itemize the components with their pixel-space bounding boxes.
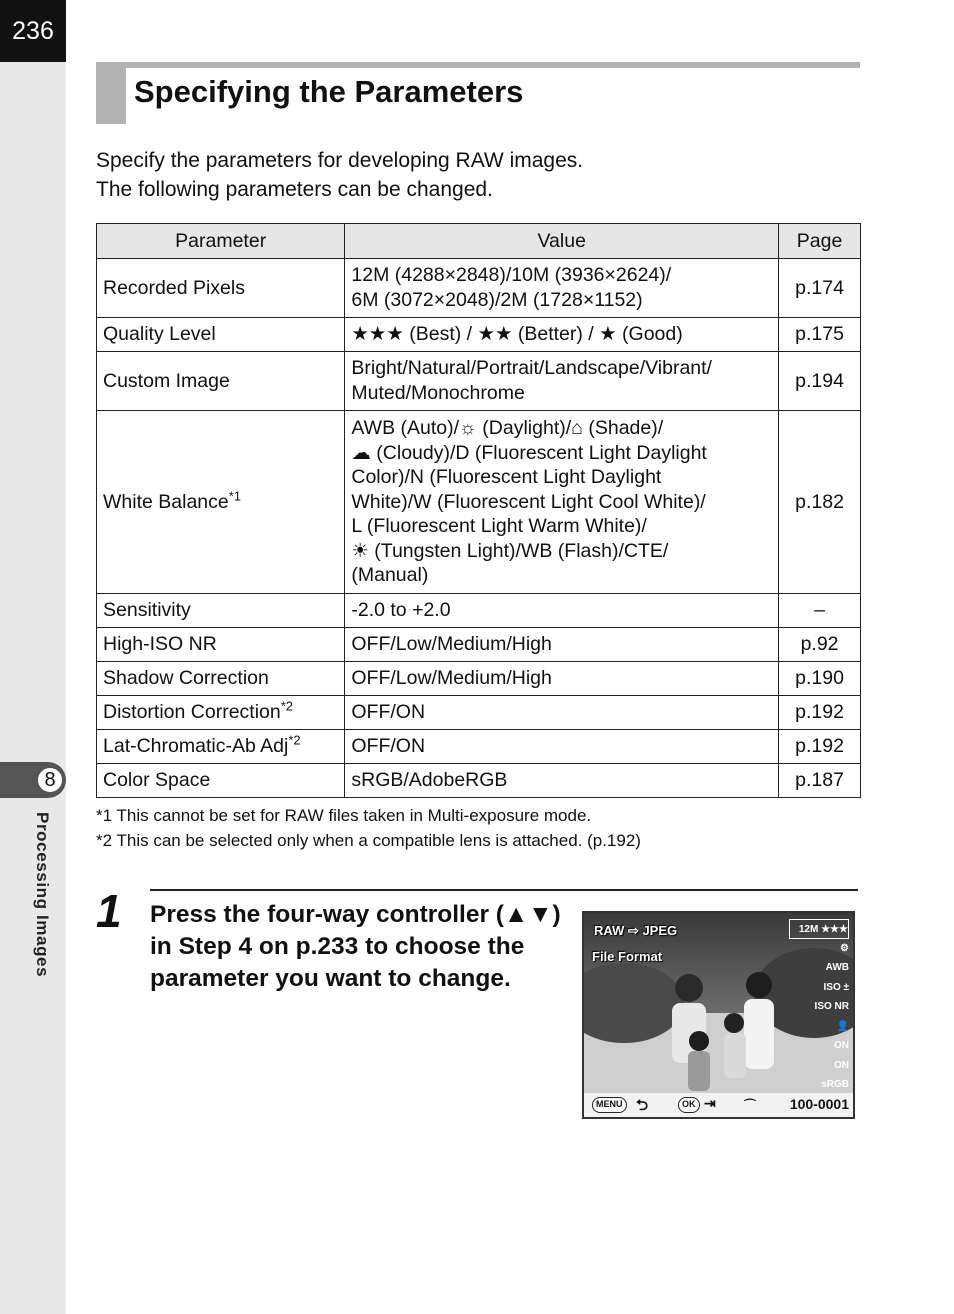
table-row bbox=[97, 662, 861, 696]
distortion-correction-icon: ON bbox=[834, 1040, 849, 1051]
back-arrow-icon: ⮌ bbox=[636, 1097, 649, 1114]
chapter-label: Processing Images bbox=[33, 812, 52, 978]
param-cell: Sensitivity bbox=[97, 594, 345, 628]
value-cell: AWB (Auto)/☼ (Daylight)/⌂ (Shade)/ ☁ (Cloudy)/D (Fluorescent Light Daylight Color)/N (Fluorescent Light Daylight White)/W (Fluorescent Light Cool White)/ L (Fluorescent Light Warm White)/ ☀ (Tungsten Light)/WB (Flash)/CTE/ (Manual) bbox=[345, 411, 779, 594]
value-cell: Bright/Natural/Portrait/Landscape/Vibrant/ Muted/Monochrome bbox=[345, 352, 779, 411]
lat-chromatic-icon: ON bbox=[834, 1059, 849, 1071]
value-cell: 12M (4288×2848)/10M (3936×2624)/ 6M (3072×2048)/2M (1728×1152) bbox=[345, 259, 779, 318]
column-header: Page bbox=[779, 224, 861, 259]
page-cell: – bbox=[779, 594, 861, 628]
value-cell: -2.0 to +2.0 bbox=[345, 594, 779, 628]
title-block bbox=[96, 62, 126, 124]
intro-line: Specify the parameters for developing RAW images. bbox=[96, 149, 584, 172]
parameters-table bbox=[96, 223, 861, 798]
page-cell: p.174 bbox=[779, 259, 861, 318]
page-cell: p.192 bbox=[779, 696, 861, 730]
step-instruction: Press the four-way controller (▲▼) in Step 4 on p.233 to choose the parameter you want to change. bbox=[150, 901, 561, 992]
section-title: Specifying the Parameters bbox=[134, 74, 524, 109]
footnote-ref: *2 bbox=[288, 732, 301, 748]
param-cell: Recorded Pixels bbox=[97, 259, 345, 318]
ok-button-icon: OK bbox=[678, 1097, 700, 1113]
screen-header: RAW ⇨ JPEG bbox=[594, 923, 678, 938]
footnote: *1 This cannot be set for RAW files taken in Multi-exposure mode. bbox=[96, 806, 592, 825]
table-row bbox=[97, 318, 861, 352]
param-cell: Shadow Correction bbox=[97, 662, 345, 696]
param-cell: Distortion Correction$^{*2}$ bbox=[97, 696, 345, 730]
footnotes bbox=[96, 803, 641, 853]
param-cell: Color Space bbox=[97, 764, 345, 798]
page-cell: p.194 bbox=[779, 352, 861, 411]
screen-bottom-bar bbox=[584, 1093, 853, 1117]
column-header: Parameter bbox=[97, 224, 345, 259]
table-row bbox=[97, 696, 861, 730]
page-cell: p.175 bbox=[779, 318, 861, 352]
table-row bbox=[97, 764, 861, 798]
value-cell: OFF/Low/Medium/High bbox=[345, 628, 779, 662]
recorded-pixels-icon: 12M ★★★ bbox=[789, 919, 849, 939]
page-cell: p.182 bbox=[779, 411, 861, 594]
param-cell: Custom Image bbox=[97, 352, 345, 411]
value-cell: ★★★ (Best) / ★★ (Better) / ★ (Good) bbox=[345, 318, 779, 352]
save-icon: ⇥ bbox=[704, 1095, 716, 1111]
footnote: *2 This can be selected only when a compatible lens is attached. (p.192) bbox=[96, 831, 641, 850]
column-header: Value bbox=[345, 224, 779, 259]
value-cell: OFF/ON bbox=[345, 730, 779, 764]
table-row bbox=[97, 259, 861, 318]
table-row bbox=[97, 730, 861, 764]
white-balance-icon: AWB bbox=[825, 962, 849, 973]
param-cell: High-ISO NR bbox=[97, 628, 345, 662]
param-cell: Lat-Chromatic-Ab Adj$^{*2}$ bbox=[97, 730, 345, 764]
dial-icon: ⌒ bbox=[744, 1098, 757, 1112]
chapter-number: 8 bbox=[36, 766, 64, 794]
step-number: 1 bbox=[96, 885, 122, 937]
screen-subtitle: File Format bbox=[592, 949, 663, 964]
sensitivity-icon: ISO ± bbox=[823, 981, 849, 993]
value-cell: sRGB/AdobeRGB bbox=[345, 764, 779, 798]
page-cell: p.92 bbox=[779, 628, 861, 662]
high-iso-nr-icon: ISO NR bbox=[814, 1001, 849, 1012]
param-cell: Quality Level bbox=[97, 318, 345, 352]
side-margin bbox=[0, 0, 66, 1314]
shadow-correction-icon: 👤 bbox=[836, 1020, 849, 1032]
intro-line: The following parameters can be changed. bbox=[96, 178, 493, 201]
table-row bbox=[97, 594, 861, 628]
page-number: 236 bbox=[0, 0, 66, 62]
screen-parameter-icons bbox=[789, 919, 849, 1095]
color-space-icon: sRGB bbox=[821, 1079, 849, 1090]
footnote-ref: *2 bbox=[280, 698, 294, 714]
param-cell: White Balance$^{*1}$ bbox=[97, 411, 345, 594]
page-cell: p.190 bbox=[779, 662, 861, 696]
step-rule bbox=[150, 889, 858, 891]
title-rule bbox=[96, 62, 860, 68]
value-cell: OFF/ON bbox=[345, 696, 779, 730]
table-row bbox=[97, 628, 861, 662]
menu-button-icon: MENU bbox=[592, 1097, 627, 1113]
table-row bbox=[97, 352, 861, 411]
footnote-ref: *1 bbox=[228, 488, 242, 503]
table-row bbox=[97, 411, 861, 594]
camera-screen-image bbox=[582, 911, 855, 1119]
page-cell: p.187 bbox=[779, 764, 861, 798]
intro-text bbox=[96, 146, 583, 204]
custom-image-icon: ⚙ bbox=[840, 942, 849, 954]
value-cell: OFF/Low/Medium/High bbox=[345, 662, 779, 696]
page-cell: p.192 bbox=[779, 730, 861, 764]
file-number: 100-0001 bbox=[789, 1096, 849, 1112]
table-header-row bbox=[97, 224, 861, 259]
